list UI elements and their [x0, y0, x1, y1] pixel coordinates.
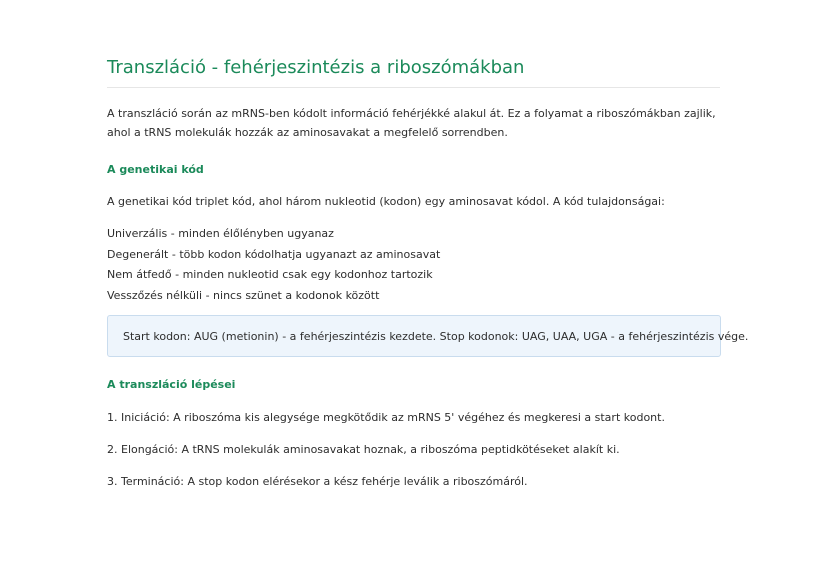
- section-heading-steps: A transzláció lépései: [107, 378, 236, 391]
- list-item: Nem átfedő - minden nukleotid csak egy kodonhoz tartozik: [107, 268, 433, 281]
- list-item: Vesszőzés nélküli - nincs szünet a kodonok között: [107, 288, 380, 302]
- codon-info-text: Start kodon: AUG (metionin) - a fehérjeszintézis kezdete. Stop kodonok: UAG, UAA, UGA - a fehérjeszintézis vége.: [123, 329, 749, 343]
- genetic-code-intro: A genetikai kód triplet kód, ahol három nukleotid (kodon) egy aminosavat kódol. A kód tulajdonságai:: [107, 195, 665, 208]
- step-elongation: 2. Elongáció: A tRNS molekulák aminosavakat hoznak, a riboszóma peptidkötéseket alakít ki.: [107, 443, 620, 456]
- section-heading-genetic-code: A genetikai kód: [107, 163, 204, 176]
- step-termination: 3. Termináció: A stop kodon elérésekor a kész fehérje leválik a riboszómáról.: [107, 475, 528, 488]
- step-initiation: 1. Iniciáció: A riboszóma kis alegysége megkötődik az mRNS 5' végéhez és megkeresi a start kodont.: [107, 411, 665, 424]
- list-item: Degenerált - több kodon kódolhatja ugyanazt az aminosavat: [107, 247, 441, 261]
- title-divider: [107, 87, 720, 88]
- code-properties-list: [107, 224, 440, 306]
- page-title: Transzláció - fehérjeszintézis a riboszómákban: [107, 57, 525, 78]
- list-item: Univerzális - minden élőlényben ugyanaz: [107, 227, 334, 240]
- intro-paragraph: A transzláció során az mRNS-ben kódolt információ fehérjékké alakul át. Ez a folyamat a riboszómákban zajlik, ahol a tRNS molekulák hozzák az aminosavakat a megfelelő sorrendben.: [107, 107, 716, 139]
- codon-info-box: [107, 315, 749, 357]
